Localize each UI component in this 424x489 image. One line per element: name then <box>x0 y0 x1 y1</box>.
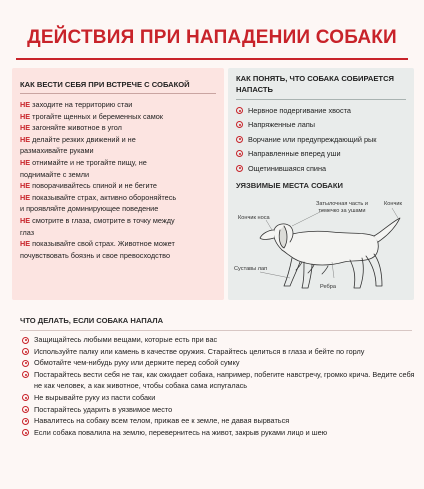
bullet-icon <box>236 107 243 114</box>
action-text: Если собака повалила на землю, перевернитесь на живот, закрыв руками лицо и шею <box>34 427 328 437</box>
actions-heading: ЧТО ДЕЛАТЬ, ЕСЛИ СОБАКА НАПАЛА <box>20 316 164 325</box>
attack-signs-list <box>236 104 376 176</box>
list-item <box>20 111 220 123</box>
bullet-icon <box>22 348 29 355</box>
rule-text: заходите на территорию стаи <box>30 100 133 109</box>
rule-text: почувствовать боязнь и свое превосходство <box>20 250 171 260</box>
list-item <box>20 157 220 169</box>
label-tail-tip: Кончик <box>384 201 402 207</box>
bullet-icon <box>22 406 29 413</box>
bullet-icon <box>22 394 29 401</box>
title-divider <box>16 58 408 60</box>
sign-text: Направленные вперед уши <box>248 149 341 159</box>
list-item <box>236 162 376 176</box>
list-item <box>20 215 220 227</box>
bullet-icon <box>236 136 243 143</box>
list-item <box>22 346 418 358</box>
vulnerable-heading: УЯЗВИМЫЕ МЕСТА СОБАКИ <box>236 181 344 190</box>
rule-text: поворачивайтесь спиной и не бегите <box>30 181 157 191</box>
list-item <box>236 118 376 132</box>
list-item <box>236 147 376 161</box>
list-item <box>22 415 418 427</box>
action-text: Используйте палку или камень в качестве оружия. Старайтесь целиться в глаза и бейте по горлу <box>34 346 365 356</box>
list-item <box>20 145 220 157</box>
list-item <box>20 134 220 146</box>
rule-text: делайте резких движений и не <box>30 134 136 144</box>
rule-text: глаз <box>20 227 35 237</box>
ne-marker: НЕ <box>20 123 31 133</box>
rule-text: загоняйте животное в угол <box>30 123 122 133</box>
page-title: ДЕЙСТВИЯ ПРИ НАПАДЕНИИ СОБАКИ <box>27 27 397 48</box>
rule-text: и проявляйте доминирующее поведение <box>20 204 159 214</box>
rule-text: отнимайте и не трогайте пищу, не <box>30 157 147 167</box>
list-item <box>20 250 220 262</box>
list-item <box>22 392 418 404</box>
bullet-icon <box>236 150 243 157</box>
ne-marker: НЕ <box>20 111 31 121</box>
attack-signs-heading: КАК ПОНЯТЬ, ЧТО СОБАКА СОБИРАЕТСЯ НАПАСТЬ <box>236 74 395 94</box>
bullet-icon <box>22 418 29 425</box>
sign-text: Напряженные лапы <box>248 120 316 130</box>
list-item <box>22 334 418 346</box>
actions-list <box>22 334 418 438</box>
sign-text: Ворчание или предупреждающий рык <box>248 134 377 144</box>
rule-text: смотрите в глаза, смотрите в точку между <box>30 215 175 225</box>
action-text: Постарайтесь вести себя не так, как ожидает собака, например, побегите навстречу, громко крича. Ведите себя не как человек, а как животное, чтобы собака сама испугалась <box>34 369 415 391</box>
actions-divider <box>20 330 412 331</box>
label-ribs: Ребра <box>320 284 336 290</box>
list-item <box>22 404 418 416</box>
rule-text: размахивайте руками <box>20 146 94 156</box>
label-nape: Затылочная часть и темечко за ушами <box>316 201 368 214</box>
bullet-icon <box>22 360 29 367</box>
ne-marker: НЕ <box>20 134 31 144</box>
ne-marker: НЕ <box>20 100 31 109</box>
action-text: Постарайтесь ударить в уязвимое место <box>34 404 173 414</box>
list-item <box>22 357 418 369</box>
meeting-heading: КАК ВЕСТИ СЕБЯ ПРИ ВСТРЕЧЕ С СОБАКОЙ <box>20 80 190 89</box>
rule-text: показывайте свой страх. Животное может <box>30 239 175 249</box>
list-item <box>20 122 220 134</box>
list-item <box>236 104 376 118</box>
sign-text: Ощетинившаяся спина <box>248 163 327 173</box>
label-nose-tip: Кончик носа <box>238 215 270 221</box>
action-text: Обмотайте чем-нибудь руку или держите перед собой сумку <box>34 358 240 368</box>
action-text: Защищайтесь любыми вещами, которые есть при вас <box>34 335 218 344</box>
bullet-icon <box>22 429 29 436</box>
attack-signs-divider <box>236 99 406 100</box>
meeting-divider <box>20 93 216 94</box>
list-item <box>20 169 220 181</box>
list-item <box>22 369 418 392</box>
ne-marker: НЕ <box>20 192 31 202</box>
sign-text: Нервное подергивание хвоста <box>248 106 351 115</box>
list-item <box>20 192 220 204</box>
list-item <box>236 133 376 147</box>
list-item <box>20 99 220 111</box>
list-item <box>20 180 220 192</box>
action-text: Не вырывайте руку из пасти собаки <box>34 392 156 402</box>
rule-text: поднимайте с земли <box>20 169 90 179</box>
action-text: Навалитесь на собаку всем телом, прижав ее к земле, не давая вырваться <box>34 416 290 426</box>
rule-text: показывайте страх, активно обороняйтесь <box>30 192 177 202</box>
list-item <box>20 227 220 239</box>
bullet-icon <box>22 371 29 378</box>
bullet-icon <box>22 337 29 344</box>
ne-marker: НЕ <box>20 181 31 191</box>
label-paw-joints: Суставы лап <box>234 266 268 272</box>
list-item <box>22 427 418 439</box>
bullet-icon <box>236 121 243 128</box>
rule-text: трогайте щенных и беременных самок <box>30 111 163 121</box>
ne-marker: НЕ <box>20 239 31 249</box>
ne-marker: НЕ <box>20 215 31 225</box>
list-item <box>20 238 220 250</box>
meeting-rules-list <box>20 99 220 261</box>
ne-marker: НЕ <box>20 157 31 167</box>
list-item <box>20 203 220 215</box>
bullet-icon <box>236 165 243 172</box>
